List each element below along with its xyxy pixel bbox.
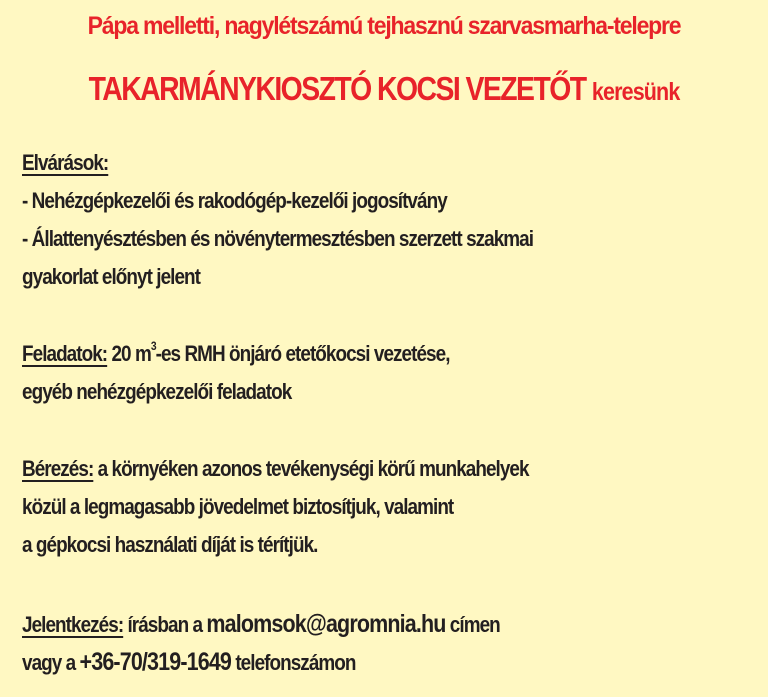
apply-text-post: telefonszámon xyxy=(231,650,356,675)
tasks-line-1 xyxy=(22,341,450,367)
requirements-heading xyxy=(22,150,108,176)
salary-line-2 xyxy=(22,494,453,520)
tasks-text: egyéb nehézgépkezelői feladatok xyxy=(22,379,292,404)
tasks-text-pre: 20 m xyxy=(107,341,151,366)
headline-location-text: Pápa melletti, nagylétszámú tejhasznú szarvasmarha-telepre xyxy=(87,12,681,40)
salary-line-1 xyxy=(22,456,529,482)
tasks-label: Feladatok: xyxy=(22,341,108,366)
salary-line-3 xyxy=(22,532,317,558)
salary-text: közül a legmagasabb jövedelmet biztosítjuk, valamint xyxy=(22,494,454,519)
position-suffix: keresünk xyxy=(591,78,680,106)
requirement-item-text: - Állattenyésztésben és növénytermesztésben szerzett szakmai xyxy=(22,226,534,251)
salary-label: Bérezés: xyxy=(22,456,94,481)
apply-text-pre: írásban a xyxy=(123,612,207,637)
requirement-item-text: gyakorlat előnyt jelent xyxy=(22,264,201,289)
requirements-label: Elvárások: xyxy=(22,150,109,175)
salary-text: a gépkocsi használati díját is térítjük. xyxy=(22,532,318,557)
headline-position xyxy=(54,70,714,108)
apply-line-1 xyxy=(22,610,500,639)
apply-text-post: címen xyxy=(445,612,500,637)
phone-number[interactable]: +36-70/319-1649 xyxy=(79,648,232,676)
apply-text-pre: vagy a xyxy=(22,650,80,675)
requirement-item-continued xyxy=(22,264,200,290)
tasks-line-2 xyxy=(22,379,291,405)
position-title: TAKARMÁNYKIOSZTÓ KOCSI VEZETŐT xyxy=(88,70,586,107)
cubic-superscript: 3 xyxy=(150,339,156,353)
salary-text: a környéken azonos tevékenységi körű munkahelyek xyxy=(93,456,529,481)
requirement-item-text: - Nehézgépkezelői és rakodógép-kezelői jogosítvány xyxy=(22,188,447,213)
apply-label: Jelentkezés: xyxy=(22,612,124,637)
email-link[interactable]: malomsok@agromnia.hu xyxy=(206,610,446,638)
apply-line-2 xyxy=(22,648,355,677)
requirement-item xyxy=(22,226,533,252)
requirement-item xyxy=(22,188,447,214)
tasks-text-post: -es RMH önjáró etetőkocsi vezetése, xyxy=(155,341,450,366)
headline-location xyxy=(31,12,738,41)
